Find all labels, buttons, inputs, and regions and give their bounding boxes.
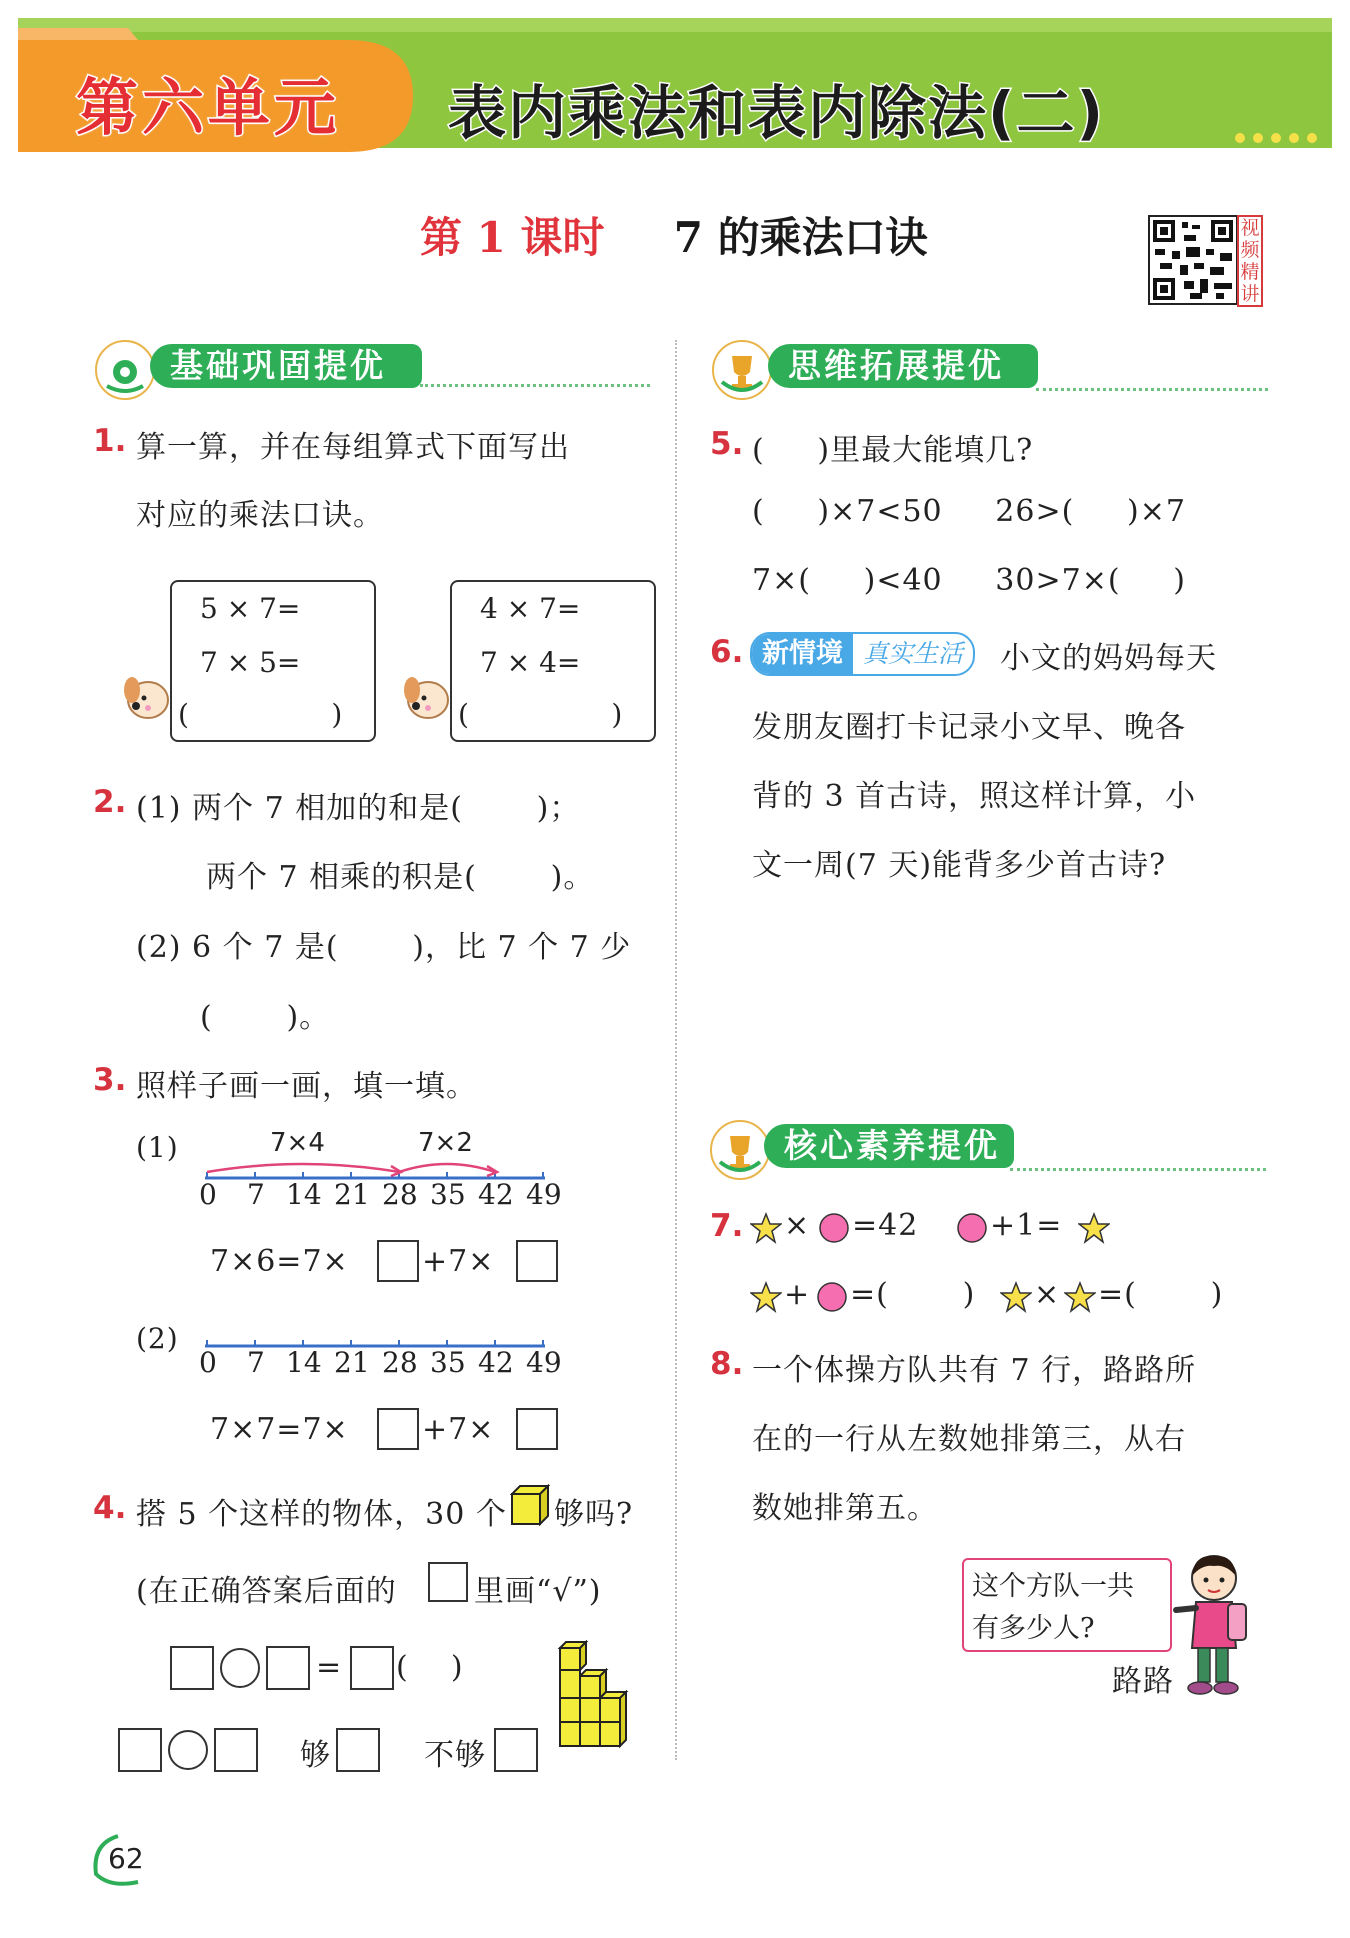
star-icon <box>1078 1212 1110 1244</box>
answer-box[interactable] <box>214 1728 258 1772</box>
q6-line4: 文一周(7 天)能背多少首古诗? <box>752 848 1167 883</box>
tick-label: 7 <box>247 1178 265 1211</box>
page-number: 62 <box>108 1842 144 1875</box>
qr-label: 视频精讲 <box>1237 215 1263 307</box>
q7-l2-plus: + <box>784 1277 811 1312</box>
answer-box[interactable] <box>377 1408 419 1450</box>
tick-label: 28 <box>382 1346 418 1379</box>
tick-label: 21 <box>334 1346 370 1379</box>
qr-pattern-icon <box>1150 217 1236 303</box>
q2-line4: ( )。 <box>200 1000 331 1035</box>
bubble-line1: 这个方队一共 <box>972 1571 1134 1602</box>
q4-equals: = <box>316 1650 343 1685</box>
q2-line2: 两个 7 相乘的积是( )。 <box>206 860 595 895</box>
q4-line2-a: (在正确答案后面的 <box>136 1574 397 1609</box>
q2-line1: (1) 两个 7 相加的和是( )； <box>136 791 581 826</box>
q1-box-b-blank[interactable]: ( ) <box>458 698 623 731</box>
q1-line2: 对应的乘法口诀。 <box>136 498 384 533</box>
q5-number: 5. <box>710 426 744 462</box>
section-core: 核心素养提优 <box>764 1124 1014 1168</box>
tick-label: 0 <box>199 1346 217 1379</box>
star-icon <box>1000 1281 1032 1313</box>
answer-box[interactable] <box>516 1408 558 1450</box>
circle-icon <box>818 1212 850 1244</box>
q7-l2-answer2[interactable]: =( ) <box>1098 1277 1224 1312</box>
unit-title: 表内乘法和表内除法(二) <box>448 79 1106 147</box>
section-basic: 基础巩固提优 <box>150 344 422 388</box>
tick-label: 7 <box>247 1346 265 1379</box>
girl-name: 路路 <box>1112 1664 1174 1699</box>
tick-label: 14 <box>286 1346 322 1379</box>
q6-number: 6. <box>710 634 744 670</box>
tick-label: 0 <box>199 1178 217 1211</box>
q1-box-b <box>450 580 656 742</box>
q1-number: 1. <box>93 423 127 459</box>
q4-unit-paren[interactable]: ( ) <box>396 1650 464 1685</box>
tick-label: 42 <box>478 1178 514 1211</box>
q7-l1-plus: +1= <box>990 1208 1063 1243</box>
column-divider <box>675 340 677 1760</box>
lesson-prefix: 第 1 课时 <box>420 213 605 262</box>
q6-line2: 发朋友圈打卡记录小文早、晚各 <box>752 710 1186 745</box>
tick-label: 42 <box>478 1346 514 1379</box>
answer-box[interactable] <box>266 1646 310 1690</box>
cube-stack-icon <box>556 1640 646 1754</box>
not-enough-checkbox[interactable] <box>494 1728 538 1772</box>
q7-l2-times: × <box>1034 1277 1061 1312</box>
tick-label: 35 <box>430 1178 466 1211</box>
lesson-title <box>420 205 928 265</box>
q4-line1-b: 够吗? <box>554 1497 634 1532</box>
q3-eq1-a: 7×6=7× <box>210 1244 349 1279</box>
q8-line1: 一个体操方队共有 7 行，路路所 <box>752 1353 1197 1388</box>
q6-tag <box>750 632 975 676</box>
q6-line3: 背的 3 首古诗，照这样计算，小 <box>752 779 1197 814</box>
q1-box-a-eq1: 5 × 7= <box>200 592 301 625</box>
speech-bubble <box>962 1558 1172 1652</box>
q6-line1: 小文的妈妈每天 <box>1000 641 1217 676</box>
q2-line3: (2) 6 个 7 是( )，比 7 个 7 少 <box>136 930 632 965</box>
q8-number: 8. <box>710 1346 744 1382</box>
q7-number: 7. <box>710 1208 744 1244</box>
q3-number: 3. <box>93 1062 127 1098</box>
q1-box-b-eq1: 4 × 7= <box>480 592 581 625</box>
lesson-name: 7 的乘法口诀 <box>673 213 928 262</box>
tick-label: 14 <box>286 1178 322 1211</box>
q3-arc1-label: 7×4 <box>270 1128 325 1158</box>
trophy-badge-icon <box>710 1120 770 1180</box>
q8-line3: 数她排第五。 <box>752 1491 938 1526</box>
q1-line1: 算一算，并在每组算式下面写出 <box>136 430 570 465</box>
operator-circle[interactable] <box>168 1730 208 1770</box>
star-icon <box>1064 1281 1096 1313</box>
tick-label: 21 <box>334 1178 370 1211</box>
circle-icon <box>816 1281 848 1313</box>
unit-header <box>18 18 1332 168</box>
girl-lulu-icon <box>1170 1548 1252 1698</box>
q4-line2-b: 里画“√”) <box>474 1574 602 1609</box>
q1-box-a-eq2: 7 × 5= <box>200 646 301 679</box>
q3-part1: (1) <box>136 1131 179 1164</box>
q7-l2-answer1[interactable]: =( ) <box>850 1277 976 1312</box>
q5-line3: 7×( )<40 30>7×( ) <box>752 563 1186 598</box>
q4-number: 4. <box>93 1490 127 1526</box>
qr-code[interactable] <box>1148 215 1238 305</box>
tick-label: 49 <box>526 1178 562 1211</box>
circle-icon <box>956 1212 988 1244</box>
q4-not-enough: 不够 <box>424 1738 486 1773</box>
q4-line1-a: 搭 5 个这样的物体，30 个 <box>136 1497 507 1532</box>
q2-number: 2. <box>93 784 127 820</box>
q6-tag-life: 真实生活 <box>863 639 964 668</box>
q7-l1-times: × <box>784 1208 811 1243</box>
q1-box-a-blank[interactable]: ( ) <box>178 698 343 731</box>
gear-badge-icon <box>95 340 155 400</box>
q4-enough: 够 <box>300 1738 331 1773</box>
star-icon <box>750 1281 782 1313</box>
star-icon <box>750 1212 782 1244</box>
unit-label: 第六单元 <box>76 71 341 144</box>
section-core-dots <box>1010 1168 1266 1171</box>
dog-icon <box>398 668 456 730</box>
tick-label: 49 <box>526 1346 562 1379</box>
answer-box[interactable] <box>170 1646 214 1690</box>
q3-eq1-b: +7× <box>422 1244 495 1279</box>
section-thinking-dots <box>1036 388 1268 391</box>
tick-label: 35 <box>430 1346 466 1379</box>
q5-line2: ( )×7<50 26>( )×7 <box>752 494 1186 529</box>
q5-line1: ( )里最大能填几? <box>752 433 1034 468</box>
cube-icon <box>510 1484 550 1526</box>
enough-checkbox[interactable] <box>336 1728 380 1772</box>
answer-box[interactable] <box>516 1240 558 1282</box>
bubble-line2: 有多少人? <box>972 1613 1095 1644</box>
operator-circle[interactable] <box>220 1648 260 1688</box>
q3-line1: 照样子画一画，填一填。 <box>136 1069 477 1104</box>
q7-l1-eq: =42 <box>852 1208 919 1243</box>
section-basic-dots <box>420 384 650 387</box>
trophy-badge-icon <box>712 340 772 400</box>
answer-box[interactable] <box>377 1240 419 1282</box>
dog-icon <box>118 668 176 730</box>
q1-box-b-eq2: 7 × 4= <box>480 646 581 679</box>
section-thinking: 思维拓展提优 <box>768 344 1038 388</box>
q3-arc2-label: 7×2 <box>418 1128 473 1158</box>
tick-label: 28 <box>382 1178 418 1211</box>
q6-tag-new: 新情境 <box>752 634 853 674</box>
answer-box[interactable] <box>118 1728 162 1772</box>
q3-eq2-b: +7× <box>422 1412 495 1447</box>
q3-eq2-a: 7×7=7× <box>210 1412 349 1447</box>
q8-line2: 在的一行从左数她排第三，从右 <box>752 1422 1186 1457</box>
q1-box-a <box>170 580 376 742</box>
legend-box <box>428 1562 468 1602</box>
q3-part2: (2) <box>136 1322 179 1355</box>
answer-box[interactable] <box>350 1646 394 1690</box>
